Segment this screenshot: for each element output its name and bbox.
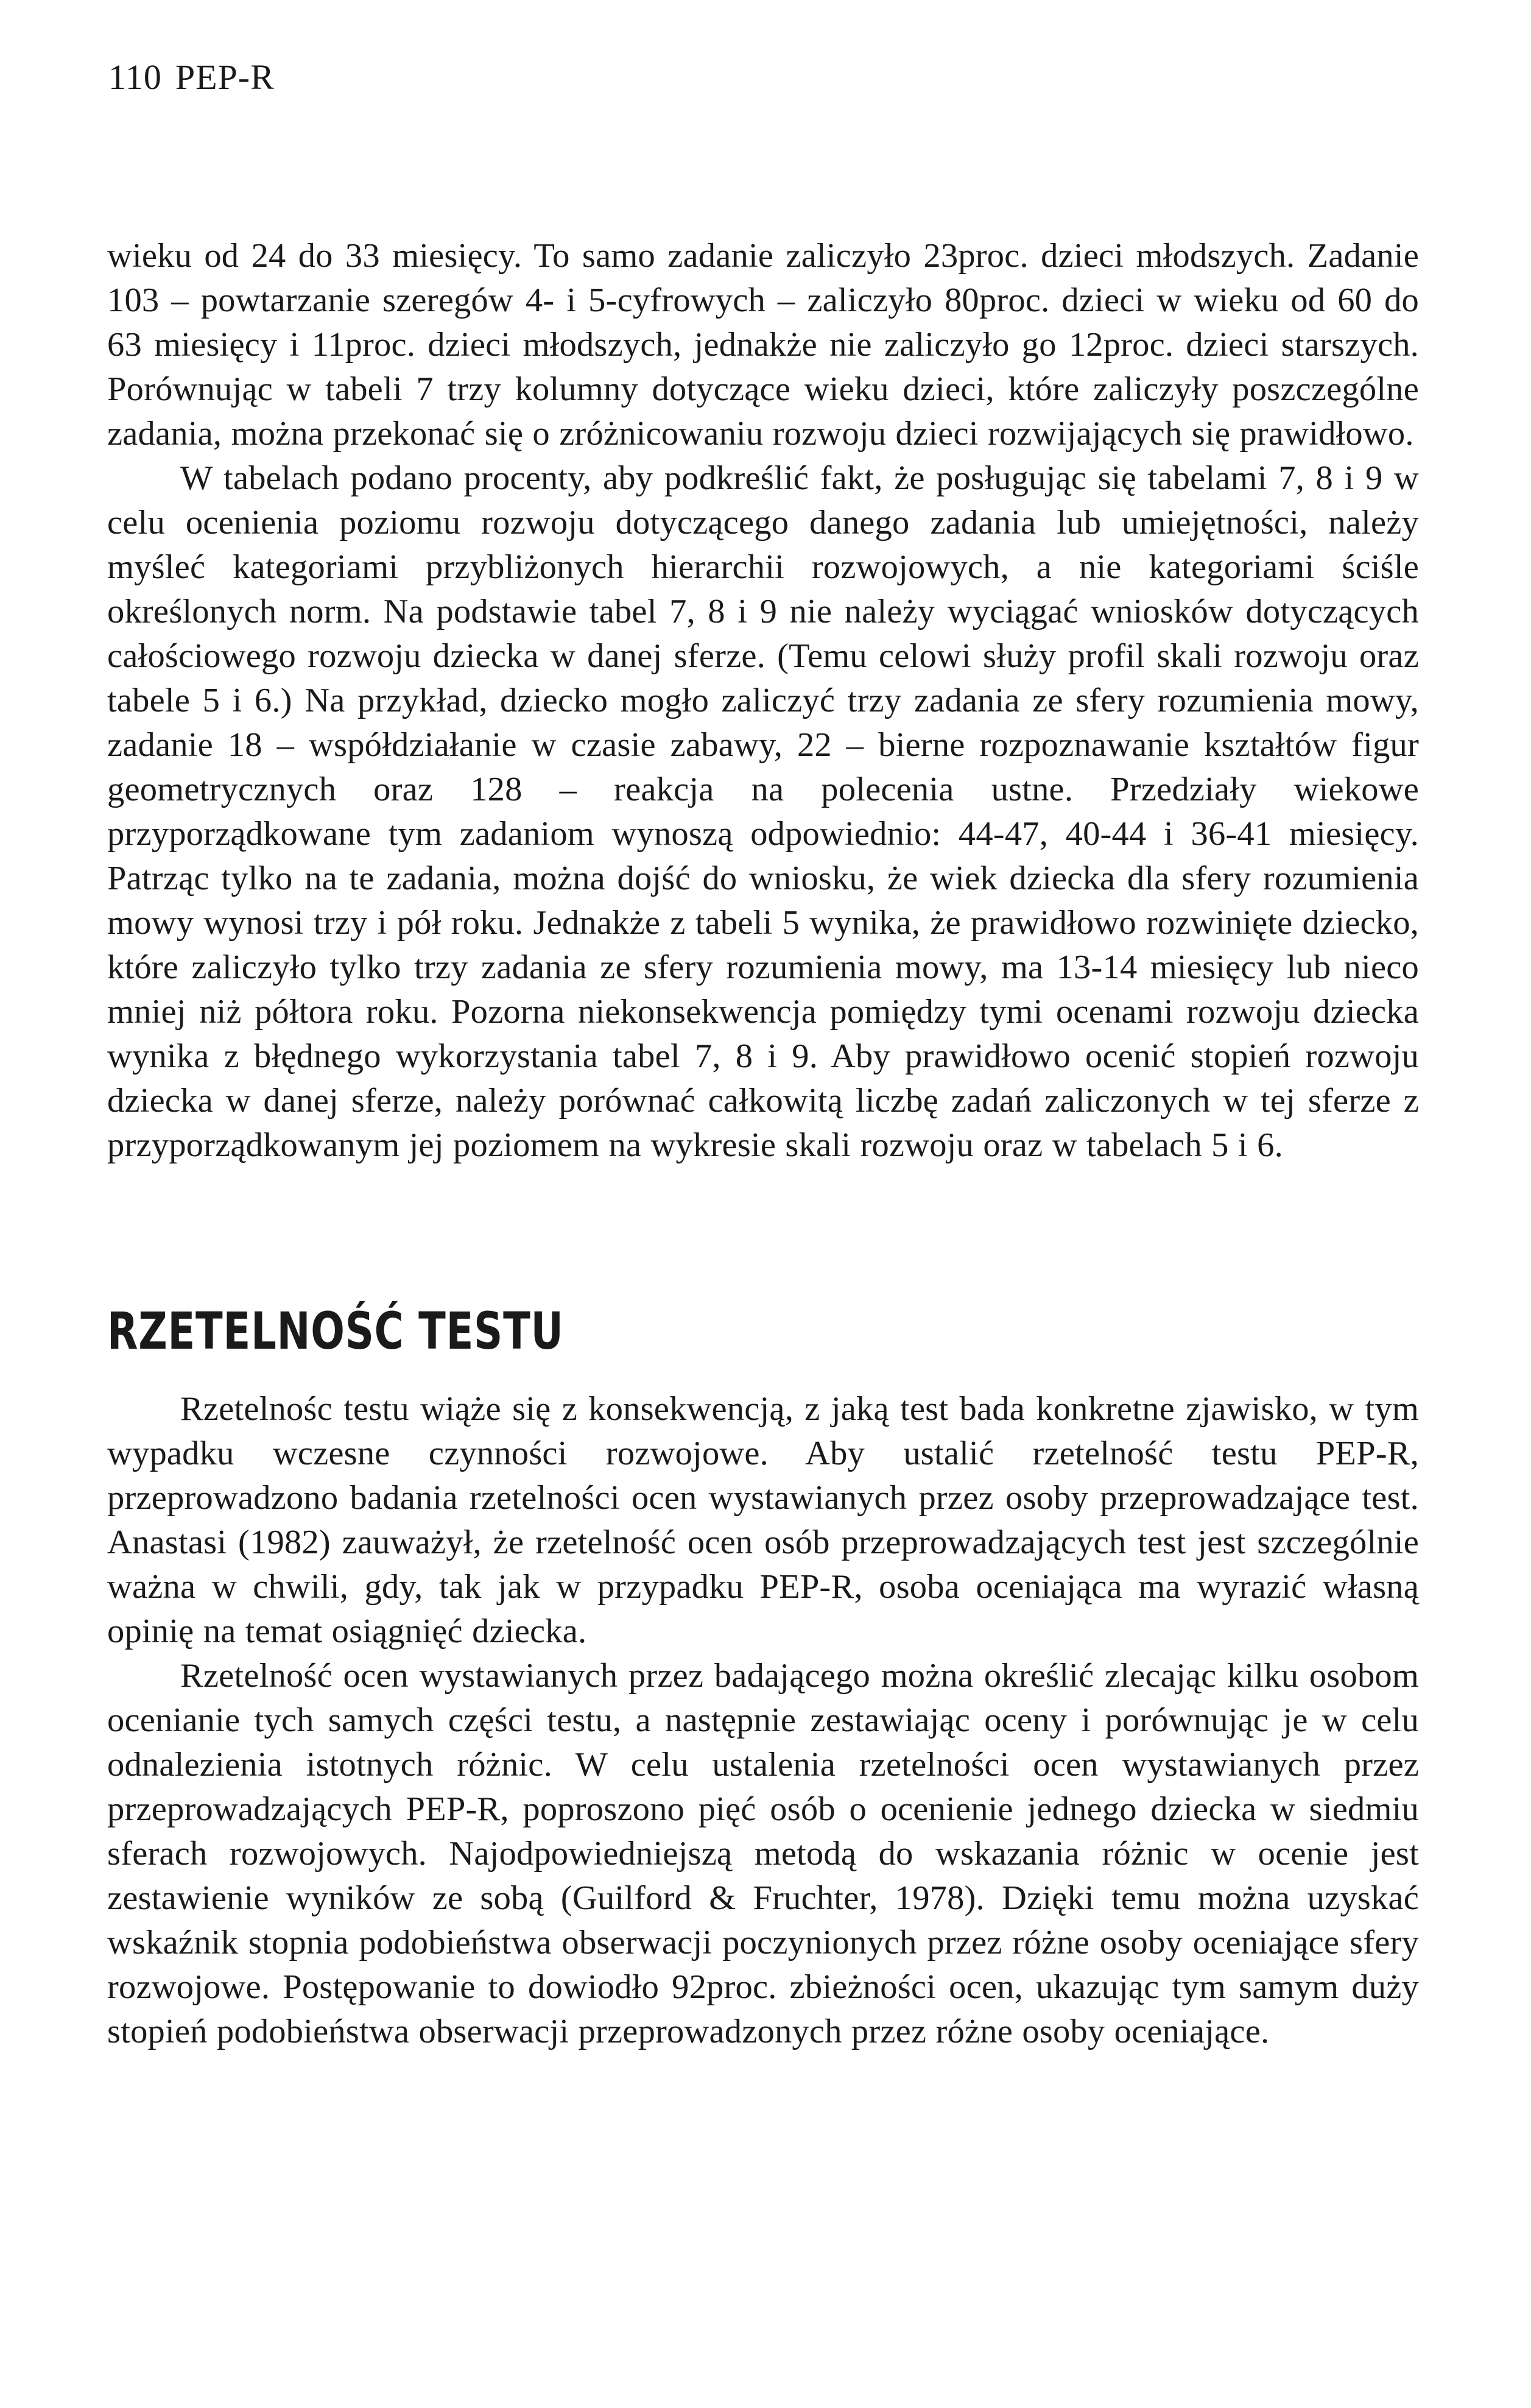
section-two-body xyxy=(107,1387,1419,2054)
paragraph: wieku od 24 do 33 miesięcy. To samo zadanie zaliczyło 23proc. dzieci młodszych. Zadanie 103 – powtarzanie szeregów 4- i 5-cyfrowych – zaliczyło 80proc. dzieci w wieku od 60 do 63 miesięcy i 11proc. dzieci młodszych, jednakże nie zaliczyło go 12proc. dzieci starszych. Porównując w tabeli 7 trzy kolumny dotyczące wieku dzieci, które zaliczyły poszczególne zadania, można przekonać się o zróżnicowaniu rozwoju dzieci rozwijających się prawidłowo. xyxy=(107,237,1419,453)
running-title: PEP-R xyxy=(175,57,275,97)
paragraph: Rzetelność ocen wystawianych przez badającego można określić zlecając kilku osobom ocenianie tych samych części testu, a następnie zestawiając oceny i porównując je w celu odnalezienia istotnych różnic. W celu ustalenia rzetelności ocen wystawianych przez przeprowadzających PEP-R, poproszono pięć osób o ocenienie jednego dziecka w siedmiu sferach rozwojowych. Najodpowiedniejszą metodą do wskazania różnic w ocenie jest zestawienie wyników ze sobą (Guilford & Fruchter, 1978). Dzięki temu można uzyskać wskaźnik stopnia podobieństwa obserwacji poczynionych przez różne osoby oceniające sfery rozwojowe. Postępowanie to dowiodło 92proc. zbieżności ocen, ukazując tym samym duży stopień podobieństwa obserwacji przeprowadzonych przez różne osoby oceniające. xyxy=(107,1657,1419,2050)
section-heading: RZETELNOŚĆ TESTU xyxy=(107,1301,564,1361)
section-one-body xyxy=(107,234,1419,1168)
page-number: 110 xyxy=(108,57,162,97)
paragraph: Rzetelnośc testu wiąże się z konsekwencją, z jaką test bada konkretne zjawisko, w tym wypadku wczesne czynności rozwojowe. Aby ustalić rzetelność testu PEP-R, przeprowadzono badania rzetelności ocen wystawianych przez osoby przeprowadzające test. Anastasi (1982) zauważył, że rzetelność ocen osób przeprowadzających test jest szczególnie ważna w chwili, gdy, tak jak w przypadku PEP-R, osoba oceniająca ma wyrazić własną opinię na temat osiągnięć dziecka. xyxy=(107,1390,1419,1650)
running-header xyxy=(108,56,275,99)
paragraph: W tabelach podano procenty, aby podkreślić fakt, że posługując się tabelami 7, 8 i 9 w celu ocenienia poziomu rozwoju dotyczącego danego zadania lub umiejętności, należy myśleć kategoriami przybliżonych hierarchii rozwojowych, a nie kategoriami ściśle określonych norm. Na podstawie tabel 7, 8 i 9 nie należy wyciągać wniosków dotyczących całościowego rozwoju dziecka w danej sferze. (Temu celowi służy profil skali rozwoju oraz tabele 5 i 6.) Na przykład, dziecko mogło zaliczyć trzy zadania ze sfery rozumienia mowy, zadanie 18 – współdziałanie w czasie zabawy, 22 – bierne rozpoznawanie kształtów figur geometrycznych oraz 128 – reakcja na polecenia ustne. Przedziały wiekowe przyporządkowane tym zadaniom wynoszą odpowiednio: 44-47, 40-44 i 36-41 miesięcy. Patrząc tylko na te zadania, można dojść do wniosku, że wiek dziecka dla sfery rozumienia mowy wynosi trzy i pół roku. Jednakże z tabeli 5 wynika, że prawidłowo rozwinięte dziecko, które zaliczyło tylko trzy zadania ze sfery rozumienia mowy, ma 13-14 miesięcy lub nieco mniej niż półtora roku. Pozorna niekonsekwencja pomiędzy tymi ocenami rozwoju dziecka wynika z błędnego wykorzystania tabel 7, 8 i 9. Aby prawidłowo ocenić stopień rozwoju dziecka w danej sferze, należy porównać całkowitą liczbę zadań zaliczonych w tej sferze z przyporządkowanym jej poziomem na wykresie skali rozwoju oraz w tabelach 5 i 6. xyxy=(107,459,1419,1164)
